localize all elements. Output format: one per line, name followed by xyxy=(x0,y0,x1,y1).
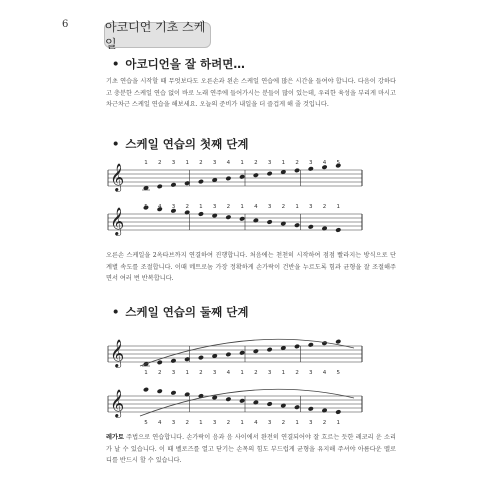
treble-clef-icon: 𝄞 xyxy=(110,339,125,367)
note-head xyxy=(308,166,314,172)
chapter-title: 아코디언 기초 스케일 xyxy=(105,20,206,51)
note-head xyxy=(225,352,231,358)
fingering-number: 1 xyxy=(240,204,244,210)
fingering-number: 1 xyxy=(281,160,286,166)
fingering-number: 2 xyxy=(185,420,189,426)
note-head xyxy=(239,216,245,222)
section3-paragraph-text: 주법으로 연습합니다. 손가락이 음과 음 사이에서 완전히 연결되어야 잘 흐르는 듯한 레코리 운 소리가 날 수 있습니다. 이 때 벨로즈를 열고 닫기는 손목의 힘도 부드럽게 균형을 유지해 주셔야 아름다운 멜로디를 반드시 할 수 있습니다. xyxy=(106,434,396,464)
fingering-number: 2 xyxy=(226,420,231,426)
fingering-number: 3 xyxy=(267,370,272,376)
fingering-number: 4 xyxy=(322,160,327,166)
fingering-number: 1 xyxy=(240,370,244,376)
note-head xyxy=(198,211,204,217)
note-head xyxy=(170,358,176,364)
note-head xyxy=(266,219,272,225)
note-head xyxy=(253,218,259,224)
staff-lines xyxy=(108,346,362,362)
fingering-number: 4 xyxy=(254,204,258,210)
note-head xyxy=(170,182,176,188)
note-head xyxy=(170,390,176,396)
note-head xyxy=(308,224,314,230)
fingering-number: 1 xyxy=(281,370,286,376)
fingering-number: 1 xyxy=(295,204,299,210)
note-head xyxy=(198,179,204,185)
fingering-number: 1 xyxy=(199,204,203,210)
fingering-number: 1 xyxy=(144,370,148,376)
note-head xyxy=(198,355,204,361)
bullet-icon: • xyxy=(112,57,120,71)
section2-title: 스케일 연습의 첫째 단계 xyxy=(125,137,249,151)
section3-title: 스케일 연습의 둘째 단계 xyxy=(125,305,249,319)
note-head xyxy=(280,221,286,227)
music-staff-2 xyxy=(100,198,370,248)
fingering-number: 3 xyxy=(171,370,176,376)
fingering-number: 1 xyxy=(295,420,299,426)
fingering-number: 1 xyxy=(240,420,244,426)
note-head xyxy=(253,172,259,178)
treble-clef-icon: 𝄞 xyxy=(110,207,125,235)
fingering-number: 1 xyxy=(336,420,341,426)
page-number: 6 xyxy=(62,19,69,30)
fingering-number: 5 xyxy=(336,370,341,376)
fingering-number: 3 xyxy=(267,420,272,426)
bullet-icon: • xyxy=(112,305,120,319)
fingering-number: 2 xyxy=(157,370,162,376)
note-head xyxy=(294,168,300,174)
fingering-number: 3 xyxy=(267,204,272,210)
note-head xyxy=(335,409,341,415)
treble-clef-icon: 𝄞 xyxy=(110,163,125,191)
fingering-number: 5 xyxy=(336,160,341,166)
fingering-number: 5 xyxy=(144,420,148,426)
fingering-number: 1 xyxy=(336,204,341,210)
fingering-number: 3 xyxy=(267,160,272,166)
fingering-number: 3 xyxy=(309,420,313,426)
note-head xyxy=(212,213,218,219)
fingering-number: 4 xyxy=(157,204,162,210)
fingering-number: 3 xyxy=(309,160,313,166)
fingering-number: 3 xyxy=(309,370,313,376)
note-head xyxy=(294,344,300,350)
fingering-number: 2 xyxy=(295,370,299,376)
staff-lines xyxy=(108,170,362,186)
fingering-number: 3 xyxy=(171,420,176,426)
note-head xyxy=(157,184,163,190)
note-head xyxy=(308,342,314,348)
fingering-number: 4 xyxy=(226,370,231,376)
note-head xyxy=(225,396,231,402)
fingering-number: 2 xyxy=(254,160,258,166)
note-head xyxy=(294,222,300,228)
treble-clef-icon: 𝄞 xyxy=(110,389,125,417)
section3-paragraph-label: 레가토 xyxy=(106,434,124,441)
note-head xyxy=(266,347,272,353)
fingering-number: 2 xyxy=(322,420,327,426)
note-head xyxy=(225,176,231,182)
note-head xyxy=(335,339,341,345)
fingering-number: 3 xyxy=(212,420,217,426)
music-staff-1 xyxy=(100,154,370,204)
note-head xyxy=(294,404,300,410)
fingering-number: 5 xyxy=(144,204,148,210)
section1-title: 아코디언을 잘 하려면… xyxy=(125,57,245,71)
note-head xyxy=(308,406,314,412)
fingering-number: 1 xyxy=(185,160,189,166)
section1-title-row xyxy=(112,56,245,72)
note-head xyxy=(157,360,163,366)
fingering-number: 4 xyxy=(157,420,162,426)
fingering-number: 2 xyxy=(199,370,203,376)
section2-paragraph: 오른손 스케일을 2옥타브까지 연결하여 진행합니다. 처음에는 천천히 시작하여 점점 빨라지는 방식으로 단계별 속도를 조절합니다. 이때 메트로놈 가장 정확하게 손가락이 건반을 누르도록 힘과 균형을 잘 조절해주면서 여러 번 반복합니다. xyxy=(106,252,396,282)
note-head xyxy=(253,400,259,406)
note-head xyxy=(225,214,231,220)
fingering-number: 1 xyxy=(185,370,189,376)
section3-title-row xyxy=(112,304,248,320)
fingering-number: 1 xyxy=(240,160,244,166)
fingering-number: 2 xyxy=(157,160,162,166)
note-head xyxy=(280,403,286,409)
fingering-number: 2 xyxy=(199,160,203,166)
fingering-number: 3 xyxy=(171,204,176,210)
fingering-number: 3 xyxy=(309,204,313,210)
fingering-number: 4 xyxy=(254,420,258,426)
note-head xyxy=(321,408,327,414)
note-head xyxy=(321,226,327,232)
fingering-number: 1 xyxy=(199,420,203,426)
fingering-number: 2 xyxy=(295,160,299,166)
fingering-number: 3 xyxy=(171,160,176,166)
section3-paragraph xyxy=(106,432,396,467)
note-head xyxy=(239,174,245,180)
fingering-number: 2 xyxy=(281,204,286,210)
note-head xyxy=(157,388,163,394)
fingering-number: 2 xyxy=(322,204,327,210)
fingering-number: 2 xyxy=(226,204,231,210)
fingering-number: 3 xyxy=(212,370,217,376)
note-head xyxy=(253,348,259,354)
fingering-number: 3 xyxy=(212,204,217,210)
note-head xyxy=(239,350,245,356)
fingering-number: 4 xyxy=(322,370,327,376)
chapter-title-box xyxy=(104,20,211,51)
music-staff-4 xyxy=(100,378,370,430)
fingering-number: 2 xyxy=(281,420,286,426)
music-staff-3 xyxy=(100,328,370,380)
fingering-number: 2 xyxy=(185,204,189,210)
section1-paragraph: 기초 연습을 시작할 때 무엇보다도 오른손과 왼손 스케일 연습에 많은 시간을 들여야 합니다. 다음이 강하다고 충분한 스케일 연습 없이 바로 노래 연주에 들어가시는 분들이 많이 있는데, 우리한 육성을 부리게 마시고 차근차근 스케일 연습을 해보세요. 오늘의 준비가 내일을 더 즐겁게 해 줄 것입니다. xyxy=(106,78,396,108)
note-head xyxy=(266,171,272,177)
fingering-number: 3 xyxy=(212,160,217,166)
note-head xyxy=(143,387,149,393)
bullet-icon: • xyxy=(112,137,120,151)
fingering-number: 4 xyxy=(226,160,231,166)
note-head xyxy=(335,227,341,233)
note-head xyxy=(239,398,245,404)
section2-title-row xyxy=(112,136,248,152)
fingering-number: 2 xyxy=(254,370,258,376)
fingering-number: 1 xyxy=(144,160,148,166)
note-head xyxy=(266,401,272,407)
